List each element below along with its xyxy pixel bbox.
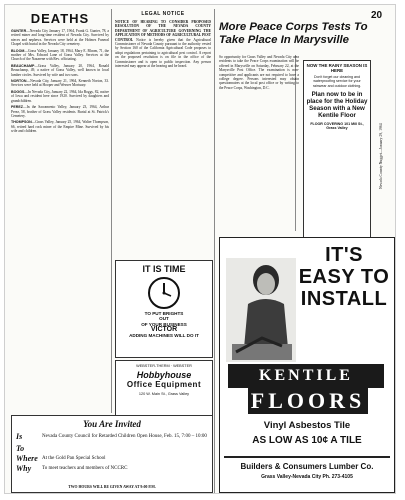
invite-text: At the Gold Pan Special School [42, 456, 106, 461]
ad-line: Plan now to be in place for the Holiday Season with a New Kentile Floor [306, 90, 368, 119]
ad-title: IT IS TIME [142, 264, 186, 274]
invite-text: To meet teachers and members of NCCRC [42, 466, 128, 471]
peace-corps-story: So opportunity for Grass Valley and Nevada City area residents to take the Peace Corps examination will be offered in Marysville on Saturday, February 22, at the Marysville Post Office. The examination is non-competitive and applicants are not required to have a college degree. Persons interested may obtain questionnaires at the local post office or by writing to the Peace Corps, Washington, D.C. [219, 55, 299, 90]
obituary-text: —In the Sacramento Valley, January 23, 1964, Arthur Perez, 58, brother of Grass Valley residents. Burial at St. Patrick's Cemetery. [11, 105, 109, 118]
legal-notice-body: Notice is hereby given that the Agricultural Commissioner of Nevada County pursuant to the authority vested by Section 160 of the California Agricultural Code proposes to adopt regulations pertaining to agricultural pest control. A report on the proposed resolution is on file in the office of the Commissioner and is open to public inspection. Any person interested may appear at the hearing and be heard. [115, 37, 211, 69]
obituary [11, 29, 109, 47]
ad-brand: VICTOR [150, 326, 178, 334]
legal-notice-heading: NOTICE OF HEARING TO CONSIDER PROPOSED RESOLUTION OF THE NEVADA COUNTY DEPARTMENT OF AGRICULTURE GOVERNING THE APPLICATION OF METHODS OF AGRICULTURAL PEST CONTROL [115, 20, 211, 42]
ad-line: NOW THE RAINY SEASON IS HERE [306, 63, 368, 73]
adding-machine-ad [115, 260, 213, 358]
legal-notice-text [115, 20, 211, 68]
obituary-text: —Nevada City, January 21, 1964, Kenneth Norton, 33. Services were held at Hooper and Weaver Mortuary. [11, 79, 109, 88]
invite-label: Is [16, 432, 23, 441]
office-equipment-ad [115, 360, 213, 420]
obituary [11, 120, 109, 133]
ad-price: AS LOW AS 10¢ A TILE [252, 435, 362, 446]
floors-banner: FLOORS [248, 388, 368, 414]
obituary-name: PEREZ [11, 105, 23, 110]
page-number: 20 [371, 10, 383, 21]
obituary-name: BOGGS [11, 89, 25, 94]
ad-line: WEBSTER-THERM · WEBSTER [136, 364, 192, 368]
obituary-name: THOMPSON [11, 120, 32, 125]
peace-corps-headline: More Peace Corps Tests To Take Place In Marysville [219, 21, 368, 46]
column-rule [214, 9, 215, 493]
obituary-name: NORTON [11, 79, 27, 84]
kentile-floors-ad [219, 237, 395, 493]
side-caption: Nevada County Nugget—January 29, 1964 [379, 123, 383, 189]
obituary-text: —Nevada City January 17, 1964, Frank G. Gunter, 78, a retired miner and long-time resident of Nevada City. Survived by nieces and nephews. Services were held at the Holmes Funeral Chapel with burial in the Nevada City cemetery. [11, 29, 109, 47]
invite-title: You Are Invited [83, 419, 141, 429]
ad-line: TO PUT BRIGHTS [144, 311, 184, 316]
ad-store-name: Builders & Consumers Lumber Co. [240, 462, 374, 471]
obituary-name: BLOOM [11, 48, 25, 53]
divider [224, 456, 390, 458]
ad-address: FLOOR COVERING 101 Mill St., Grass Valley [310, 121, 364, 131]
woman-photo-icon [226, 258, 296, 362]
newspaper-page [4, 4, 396, 494]
deaths-column [11, 9, 109, 409]
ad-line: OF YOUR BUSINESS [141, 321, 187, 327]
invite-label: Where [16, 454, 38, 463]
legal-notice-column [115, 9, 211, 257]
invite-label: To [16, 444, 25, 453]
ad-line: ADDING MACHINES WILL DO IT [129, 332, 199, 338]
obituary-text: —Grass Valley, January 18, 1964, Mary E. Bloom, 71, the mother of Mrs. Edward Lane of Grass Valley. Services at the Church of the Nazarene with Rev. officiating. [11, 48, 109, 62]
obituary-text: —Grass Valley, January 20, 1964, Ronald Beauchamp, 49, a native of Grass Valley, well known in local lumber circles. Survived by wife and two sons. [11, 63, 109, 77]
clock-icon [147, 276, 181, 310]
ad-brand: Office Equipment [126, 380, 202, 390]
obituary [11, 105, 109, 118]
cleaners-ad [303, 60, 371, 242]
open-house-invite [11, 415, 213, 493]
obituary-name: BEAUCHAMP [11, 63, 35, 68]
obituary [11, 64, 109, 77]
obituary [11, 90, 109, 103]
ad-product: Vinyl Asbestos Tile [263, 420, 351, 431]
ad-line: OUT [159, 316, 169, 322]
ad-line: Don't forget our cleaning and waterproofing service for your rainwear and outdoor clothing. [312, 75, 362, 88]
invite-label: Why [16, 464, 32, 473]
invite-footer: TWO HOURS WILL BE GIVEN AWAY AT 9:00 P.M. [68, 485, 156, 489]
invite-text: Nevada County Council for Retarded Children Open House, Feb. 15, 7:00 – 10:00 [42, 434, 207, 439]
obituary-text: —In Nevada City, January 22, 1964, Ida Boggs, 82, native of Iowa and resident here since 1920. Survived by daughters and grandchildren. [11, 89, 109, 103]
ad-headline: IT'S EASY TO INSTALL [298, 244, 390, 310]
column-rule [111, 9, 112, 413]
obituary [11, 79, 109, 88]
ad-address: 120 W. Main St., Grass Valley [138, 392, 190, 397]
obituary-name: GUNTER [11, 29, 27, 33]
ad-address: Grass Valley-Nevada City Ph. 273-4105 [261, 474, 353, 480]
kentile-logo: KENTILE [228, 364, 384, 388]
deaths-title: DEATHS [30, 11, 90, 26]
ad-brand: Hobbyhouse [136, 370, 192, 381]
legal-notice-title: LEGAL NOTICE [141, 11, 185, 17]
obituary [11, 49, 109, 62]
obituary-text: —Grass Valley, January 25, 1964, Walter Thompson, 66, retired hard rock miner of the Empire Mine. Survived by his wife and children. [11, 120, 109, 134]
